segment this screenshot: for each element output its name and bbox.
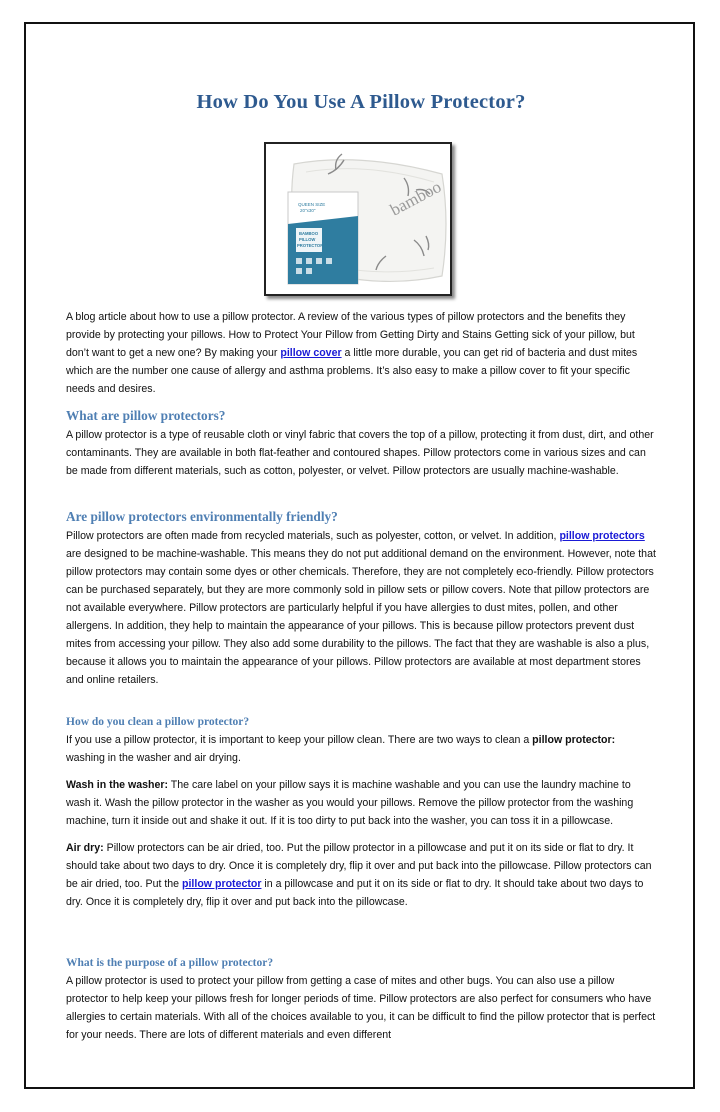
section-what-are <box>66 406 656 480</box>
pillow-brand-text: bamboo <box>386 177 445 220</box>
section-heading: How do you clean a pillow protector? <box>66 716 250 728</box>
clean-intro-1: If you use a pillow protector, it is important to keep your pillow clean. There are two ways to clean a <box>66 734 533 746</box>
air-dry-label: Air dry: <box>66 842 104 854</box>
section-body-1: Pillow protectors are often made from recycled materials, such as polyester, cotton, or velvet. In addition, <box>66 530 560 542</box>
section-clean <box>66 714 656 911</box>
box-size-line-1: QUEEN SIZE <box>298 202 326 207</box>
section-heading: What are pillow protectors? <box>66 408 226 423</box>
page-title: How Do You Use A Pillow Protector? <box>196 91 526 113</box>
section-body: A pillow protector is a type of reusable cloth or vinyl fabric that covers the top of a pillow, protecting it from dust, dirt, and other contaminants. They are available in both flat-feather and contoured shapes. Pillow protectors come in various sizes and can be made from different materials, such as cotton, polyester, or velvet. Pillow protectors are usually machine-washable. <box>66 429 654 477</box>
section-purpose <box>66 955 656 1044</box>
wash-body: The care label on your pillow says it is machine washable and you can use the laundry machine to wash it. Wash the pillow protector in the washer as you would your pillows. Remove the pillow protector from the washing machine, turn it inside out and shake it out. If it is too dirty to put back into the washer, you can toss it in a pillowcase. <box>66 779 634 827</box>
clean-intro-bold: pillow protector: <box>532 734 616 746</box>
box-title-line-2: PILLOW <box>299 237 316 242</box>
box-size-line-2: 20"x30" <box>300 208 316 213</box>
pillow-protector-link[interactable]: pillow protector <box>182 878 262 890</box>
box-title-line-1: BAMBOO <box>299 231 319 236</box>
clean-intro-2: washing in the washer and air drying. <box>66 752 241 764</box>
pillow-cover-link[interactable]: pillow cover <box>280 347 342 359</box>
section-heading: Are pillow protectors environmentally friendly? <box>66 509 338 524</box>
wash-label: Wash in the washer: <box>66 779 169 791</box>
section-body: A pillow protector is used to protect your pillow from getting a case of mites and other bugs. You can also use a pillow protector to help keep your pillows fresh for longer periods of time. Pillow protectors are also perfect for consumers who have allergies to certain materials. With all of the choices available to you, it can be difficult to find the pillow protector that is perfect for your needs. There are lots of different materials and even different <box>66 975 656 1041</box>
air-dry-body-2: in a pillowcase and put it on its side or flat to dry. It should take about two days to dry. Once it is completely dry, flip it over and put back into the pillowcase. <box>66 878 644 908</box>
section-heading: What is the purpose of a pillow protector? <box>66 957 274 969</box>
pillow-protectors-link[interactable]: pillow protectors <box>559 530 645 542</box>
air-dry-body-1: Pillow protectors can be air dried, too. Put the pillow protector in a pillowcase and put it on its side or flat to dry. It should take about two days to dry. Once it is completely dry, flip it over and put back into the pillowcase. Pillow protectors can be air dried, too. Put the <box>66 842 652 890</box>
box-title-line-3: PROTECTOR <box>297 243 324 248</box>
section-eco-friendly <box>66 507 656 689</box>
intro-paragraph <box>66 308 656 398</box>
product-image <box>264 142 452 296</box>
intro-text-1: A blog article about how to use a pillow protector. A review of the various types of pillow protectors and the benefits they provide by protecting your pillows. How to Protect Your Pillow from Getting Dirty and Stains Getting sick of your pillow, but don’t want to get a new one? By making your <box>66 311 635 359</box>
intro-text-2: a little more durable, you can get rid of bacteria and dust mites which are the number one cause of allergy and asthma problems. It’s also easy to make a pillow cover to fit your specific needs and desires. <box>66 347 638 395</box>
section-body-2: are designed to be machine-washable. This means they do not put additional demand on the environment. However, note that pillow protectors may contain some dyes or other chemicals. Therefore, they are not completely eco-friendly. Pillow protectors can be purchased separately, but they are more commonly sold in pillow sets or pillow covers. Note that pillow protectors are not available everywhere. Pillow protectors are particularly helpful if you have allergies to dust mites, pollen, and other allergens. In addition, they help to maintain the appearance of your pillows. This is because pillow protectors prevent dust mites from accessing your pillow. They also add some durability to the pillows. The fact that they are washable is also a plus, because it allows you to maintain the appearance of your pillows. Pillow protectors are available at most department stores and online retailers. <box>66 548 656 686</box>
